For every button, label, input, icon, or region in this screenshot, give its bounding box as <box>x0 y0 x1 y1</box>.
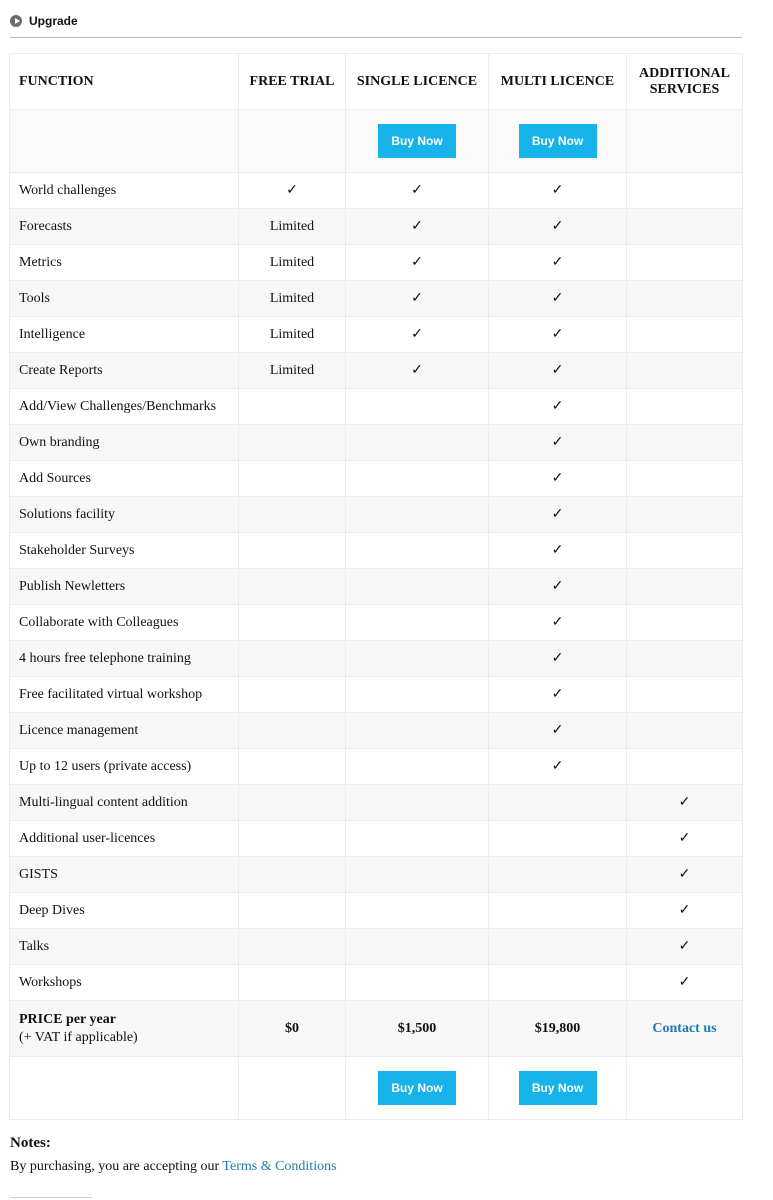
feature-name: Metrics <box>10 245 239 281</box>
price-label-cell <box>10 1001 239 1057</box>
cell-multi: ✓ <box>489 677 627 713</box>
feature-name: World challenges <box>10 173 239 209</box>
cell-free <box>239 389 346 425</box>
cell-free: Limited <box>239 209 346 245</box>
cell-additional <box>627 569 743 605</box>
buy-row-top <box>10 110 743 173</box>
cell-additional: ✓ <box>627 785 743 821</box>
cell-multi: ✓ <box>489 605 627 641</box>
feature-name: Publish Newletters <box>10 569 239 605</box>
cell-multi <box>489 857 627 893</box>
cell-additional: ✓ <box>627 857 743 893</box>
feature-name: Own branding <box>10 425 239 461</box>
cell-single <box>346 461 489 497</box>
feature-name: Additional user-licences <box>10 821 239 857</box>
cell-additional <box>627 425 743 461</box>
table-row <box>10 605 743 641</box>
cell-additional <box>627 245 743 281</box>
cell-multi: ✓ <box>489 173 627 209</box>
cell-free: Limited <box>239 245 346 281</box>
cell-multi <box>489 821 627 857</box>
table-row <box>10 677 743 713</box>
feature-name: Forecasts <box>10 209 239 245</box>
cell-multi: ✓ <box>489 425 627 461</box>
feature-name: Create Reports <box>10 353 239 389</box>
feature-name: Free facilitated virtual workshop <box>10 677 239 713</box>
cell-free: ✓ <box>239 173 346 209</box>
col-header-multi-licence: MULTI LICENCE <box>489 54 627 110</box>
contact-us-link[interactable]: Contact us <box>652 1020 717 1036</box>
cell-additional: ✓ <box>627 893 743 929</box>
table-row <box>10 749 743 785</box>
buy-now-multi-button[interactable]: Buy Now <box>519 124 597 158</box>
cell-multi: ✓ <box>489 281 627 317</box>
cell-single <box>346 677 489 713</box>
cell-additional <box>627 677 743 713</box>
cell-free <box>239 713 346 749</box>
cell-single: ✓ <box>346 317 489 353</box>
cell-additional <box>627 353 743 389</box>
cell-free <box>239 785 346 821</box>
cell-single <box>346 857 489 893</box>
table-row <box>10 389 743 425</box>
table-row <box>10 533 743 569</box>
table-row <box>10 281 743 317</box>
cell-single: ✓ <box>346 173 489 209</box>
cell-free <box>239 929 346 965</box>
cell-single <box>346 929 489 965</box>
cell-multi <box>489 785 627 821</box>
cell-additional: ✓ <box>627 965 743 1001</box>
table-row <box>10 641 743 677</box>
feature-name: Deep Dives <box>10 893 239 929</box>
cell-additional <box>627 749 743 785</box>
feature-name: Workshops <box>10 965 239 1001</box>
price-free-trial: $0 <box>239 1001 346 1057</box>
price-single-licence: $1,500 <box>346 1001 489 1057</box>
cell-multi: ✓ <box>489 713 627 749</box>
price-sublabel: (+ VAT if applicable) <box>19 1029 138 1045</box>
cell-additional <box>627 497 743 533</box>
cell-single <box>346 533 489 569</box>
table-row <box>10 425 743 461</box>
cell-additional <box>627 281 743 317</box>
buy-now-single-button-bottom[interactable]: Buy Now <box>378 1071 456 1105</box>
cell-additional <box>627 173 743 209</box>
feature-name: Collaborate with Colleagues <box>10 605 239 641</box>
table-row <box>10 317 743 353</box>
table-row <box>10 353 743 389</box>
cell-free <box>239 821 346 857</box>
cell-free <box>239 425 346 461</box>
cell-single <box>346 389 489 425</box>
cell-multi: ✓ <box>489 497 627 533</box>
cell-free <box>239 569 346 605</box>
col-header-additional-services: ADDITIONAL SERVICES <box>627 54 743 110</box>
feature-name: Licence management <box>10 713 239 749</box>
cell-free <box>239 857 346 893</box>
terms-notice-text: By purchasing, you are accepting our <box>10 1159 223 1174</box>
cell-single: ✓ <box>346 353 489 389</box>
cell-single <box>346 605 489 641</box>
cell-single <box>346 821 489 857</box>
cell-additional <box>627 641 743 677</box>
table-row <box>10 173 743 209</box>
table-row <box>10 785 743 821</box>
cell-multi: ✓ <box>489 389 627 425</box>
cell-free: Limited <box>239 281 346 317</box>
feature-name: Intelligence <box>10 317 239 353</box>
buy-now-multi-button-bottom[interactable]: Buy Now <box>519 1071 597 1105</box>
cell-additional <box>627 713 743 749</box>
cell-multi: ✓ <box>489 245 627 281</box>
cell-additional: ✓ <box>627 821 743 857</box>
cell-single <box>346 785 489 821</box>
cell-single: ✓ <box>346 281 489 317</box>
feature-name: Tools <box>10 281 239 317</box>
cell-multi: ✓ <box>489 353 627 389</box>
pricing-table <box>9 53 743 1120</box>
cell-multi: ✓ <box>489 641 627 677</box>
cell-multi: ✓ <box>489 569 627 605</box>
cell-free <box>239 641 346 677</box>
cell-free <box>239 965 346 1001</box>
notes-heading: Notes: <box>10 1135 51 1151</box>
cell-free <box>239 497 346 533</box>
col-header-function: FUNCTION <box>10 54 239 110</box>
cell-additional <box>627 389 743 425</box>
feature-name: 4 hours free telephone training <box>10 641 239 677</box>
col-header-single-licence: SINGLE LICENCE <box>346 54 489 110</box>
terms-conditions-link[interactable]: Terms & Conditions <box>222 1159 337 1174</box>
cell-multi <box>489 893 627 929</box>
cell-multi <box>489 965 627 1001</box>
feature-name: Stakeholder Surveys <box>10 533 239 569</box>
table-row <box>10 713 743 749</box>
col-header-free-trial: FREE TRIAL <box>239 54 346 110</box>
cell-free <box>239 893 346 929</box>
cell-single <box>346 749 489 785</box>
cell-single <box>346 713 489 749</box>
cell-multi: ✓ <box>489 533 627 569</box>
feature-name: Add/View Challenges/Benchmarks <box>10 389 239 425</box>
cell-free <box>239 533 346 569</box>
upgrade-label: Upgrade <box>29 14 78 28</box>
cell-single <box>346 425 489 461</box>
cell-single <box>346 965 489 1001</box>
cell-additional <box>627 209 743 245</box>
cell-additional: ✓ <box>627 929 743 965</box>
cell-single <box>346 893 489 929</box>
feature-name: Multi-lingual content addition <box>10 785 239 821</box>
table-row <box>10 893 743 929</box>
cell-additional <box>627 461 743 497</box>
cell-additional <box>627 317 743 353</box>
cell-multi: ✓ <box>489 209 627 245</box>
price-multi-licence: $19,800 <box>489 1001 627 1057</box>
cell-single <box>346 497 489 533</box>
cell-free <box>239 749 346 785</box>
table-row <box>10 461 743 497</box>
price-label: PRICE per year <box>19 1011 116 1027</box>
cell-free: Limited <box>239 317 346 353</box>
play-circle-icon <box>10 15 22 27</box>
footer-divider <box>10 1197 92 1198</box>
table-row <box>10 821 743 857</box>
upgrade-link[interactable] <box>10 12 78 30</box>
cell-single: ✓ <box>346 209 489 245</box>
feature-name: GISTS <box>10 857 239 893</box>
buy-row-bottom <box>10 1057 743 1120</box>
cell-multi: ✓ <box>489 749 627 785</box>
table-row <box>10 245 743 281</box>
terms-notice <box>10 1159 337 1175</box>
price-row <box>10 1001 743 1057</box>
table-header-row <box>10 54 743 110</box>
cell-free: Limited <box>239 353 346 389</box>
cell-additional <box>627 533 743 569</box>
cell-free <box>239 461 346 497</box>
feature-name: Solutions facility <box>10 497 239 533</box>
cell-additional <box>627 605 743 641</box>
divider <box>10 37 742 38</box>
table-row <box>10 857 743 893</box>
cell-single <box>346 641 489 677</box>
cell-multi: ✓ <box>489 317 627 353</box>
cell-free <box>239 677 346 713</box>
feature-name: Up to 12 users (private access) <box>10 749 239 785</box>
table-row <box>10 209 743 245</box>
table-row <box>10 569 743 605</box>
feature-name: Talks <box>10 929 239 965</box>
cell-multi <box>489 929 627 965</box>
buy-now-single-button[interactable]: Buy Now <box>378 124 456 158</box>
cell-single <box>346 569 489 605</box>
table-row <box>10 497 743 533</box>
feature-name: Add Sources <box>10 461 239 497</box>
cell-multi: ✓ <box>489 461 627 497</box>
table-row <box>10 965 743 1001</box>
table-row <box>10 929 743 965</box>
cell-single: ✓ <box>346 245 489 281</box>
cell-free <box>239 605 346 641</box>
